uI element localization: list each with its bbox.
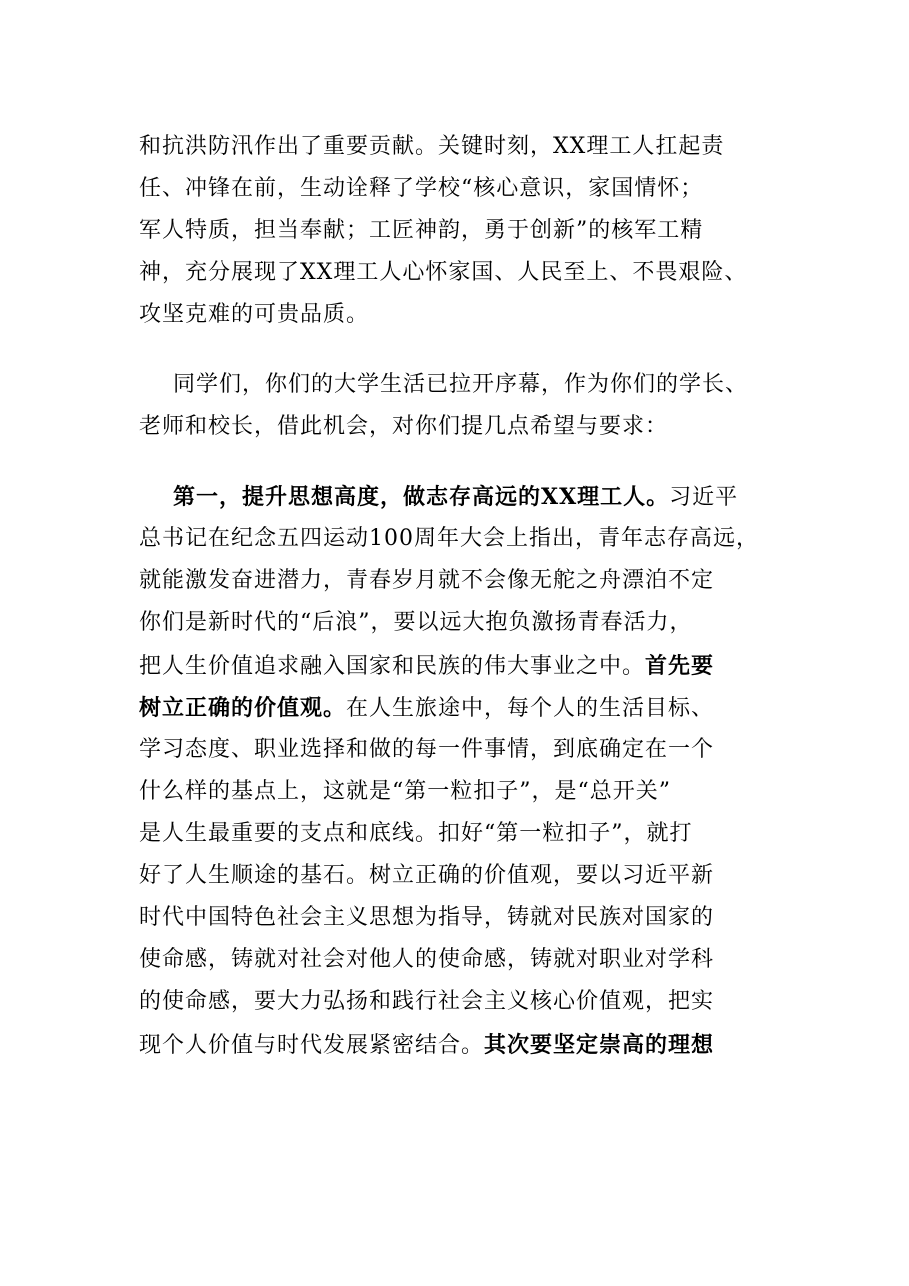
text-segment: 军人特质，担当奉献；工匠神韵，勇于创新”的核军工精 [139,218,704,243]
text-segment: 就能激发奋进潜力，青春岁月就不会像无舵之舟漂泊不定 [139,568,715,593]
text-line [139,253,747,293]
text-line [139,730,714,770]
text-line [139,772,671,812]
text-segment: 在人生旅途中，每个人的生活目标、 [346,696,715,721]
text-line [173,365,748,405]
text-line [139,856,714,896]
text-segment: 的使命感，要大力弘扬和践行社会主义核心价值观，把实 [139,989,715,1014]
text-line [139,127,724,167]
text-segment: 攻坚克难的可贵品质。 [139,302,370,327]
text-segment: 好了人生顺途的基石。树立正确的价值观，要以习近平新 [139,863,715,888]
bold-text: 其次要坚定崇高的理想 [484,1032,715,1058]
text-segment: 什么样的基点上，这就是“第一粒扣子”，是“总开关” [139,779,671,804]
text-line [139,1025,714,1065]
text-line [139,407,668,447]
text-line [139,169,703,209]
bold-text: 第一，提升思想高度，做志存高远的XX理工人。 [173,484,670,510]
text-segment: 你们是新时代的“后浪”，要以远大抱负激扬青春活力， [139,610,693,635]
text-line [139,295,369,335]
text-line [139,982,714,1022]
text-line [139,211,703,251]
text-line [139,814,693,854]
text-segment: 现个人价值与时代发展紧密结合。 [139,1033,485,1058]
text-segment: 时代中国特色社会主义思想为指导，铸就对民族对国家的 [139,905,715,930]
text-line [139,646,714,686]
text-segment: 同学们，你们的大学生活已拉开序幕，作为你们的学长、 [173,372,749,397]
text-segment: 把人生价值追求融入国家和民族的伟大事业之中。 [139,654,646,679]
text-segment: 总书记在纪念五四运动100周年大会上指出，青年志存高远， [139,526,759,551]
text-segment: 使命感，铸就对社会对他人的使命感，铸就对职业对学科 [139,947,715,972]
text-segment: 神，充分展现了XX理工人心怀家国、人民至上、不畏艰险、 [139,260,748,285]
text-line [139,561,714,601]
text-line [139,688,714,728]
text-line [139,519,759,559]
bold-text: 首先要 [645,653,715,679]
text-line [139,940,714,980]
text-line [139,898,714,938]
bold-text: 树立正确的价值观。 [139,695,347,721]
text-segment: 和抗洪防汛作出了重要贡献。关键时刻，XX理工人扛起责 [139,134,725,159]
text-line [139,603,693,643]
text-line [173,477,738,517]
text-segment: 任、冲锋在前，生动诠释了学校“核心意识，家国情怀； [139,176,704,201]
text-segment: 是人生最重要的支点和底线。扣好“第一粒扣子”，就打 [139,821,693,846]
text-segment: 学习态度、职业选择和做的每一件事情，到底确定在一个 [139,737,715,762]
text-segment: 老师和校长，借此机会，对你们提几点希望与要求： [139,414,669,439]
text-segment: 习近平 [669,485,739,510]
